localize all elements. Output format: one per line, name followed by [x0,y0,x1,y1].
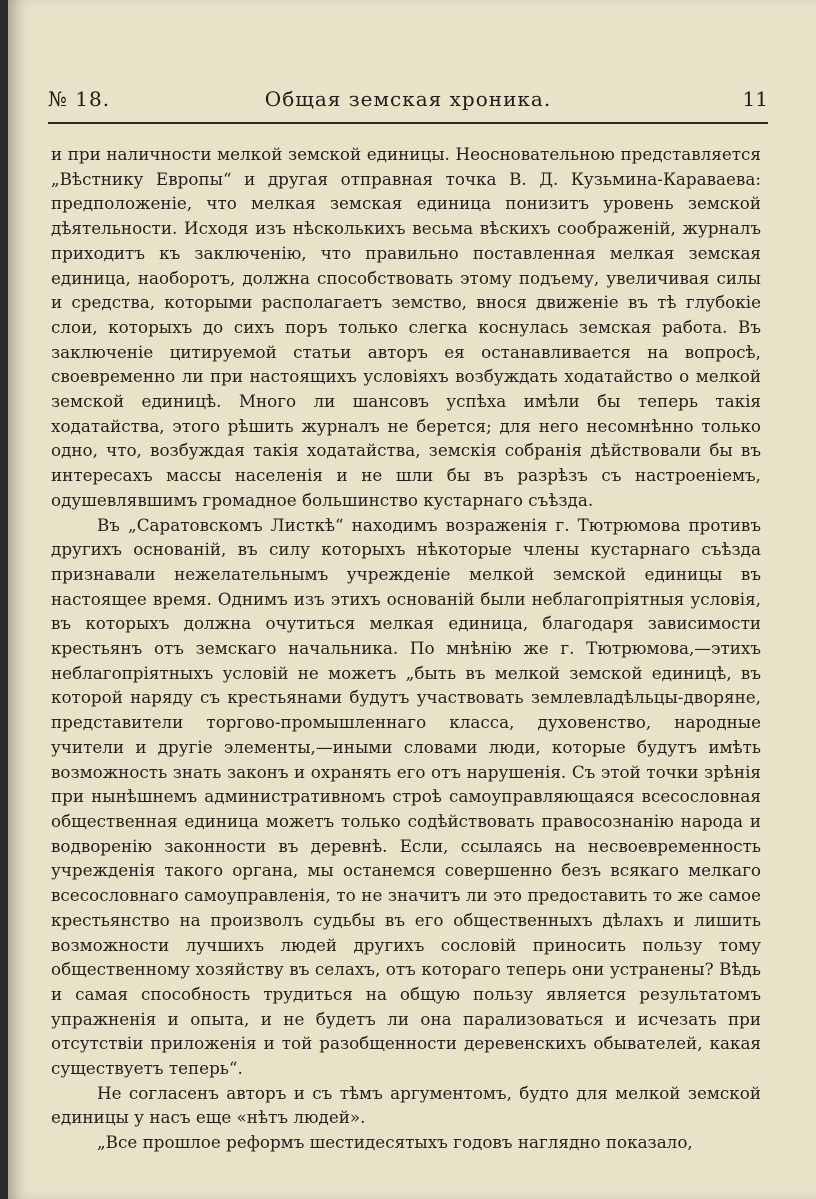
running-header [48,87,768,119]
book-page [8,0,816,1199]
issue-number: № 18. [48,87,111,111]
header-rule [48,122,768,124]
paragraph-2: Въ „Саратовскомъ Листкѣ“ находимъ возраженія г. Тютрюмова противъ другихъ основаній, въ силу которыхъ нѣкоторые члены кустарнаго съѣзда признавали нежелательнымъ учрежденіе мелкой земской единицы въ настоящее время. Однимъ изъ этихъ основаній были неблагопріятныя условія, въ которыхъ должна очутиться мелкая единица, благодаря зависимости крестьянъ отъ земскаго начальника. По мнѣнію же г. Тютрюмова,—этихъ неблагопріятныхъ условій не можетъ „быть въ мелкой земской единицѣ, въ которой наряду съ крестьянами будутъ участвовать землевладѣльцы-дворяне, представители торгово-промышленнаго класса, духовенство, народные учители и другіе элементы,—иными словами люди, которые будутъ имѣть возможность знать законъ и охранять его отъ нарушенія. Съ этой точки зрѣнія при нынѣшнемъ административномъ строѣ самоуправляющаяся всесословная общественная единица можетъ только содѣйствовать правосознанію народа и водворенію законности въ деревнѣ. Если, ссылаясь на несвоевременность учрежденія такого органа, мы останемся совершенно безъ всякаго мелкаго всесословнаго самоуправленія, то не значитъ ли это предоставить то же самое крестьянство на произволъ судьбы въ его общественныхъ дѣлахъ и лишить возможности лучшихъ людей другихъ сословій приносить пользу тому общественному хозяйству въ селахъ, отъ котораго теперь они устранены? Вѣдь и самая способность трудиться на общую пользу является результатомъ упражненія и опыта, и не будетъ ли она парализоваться и исчезать при отсутствіи приложенія и той разобщенности деревенскихъ обывателей, какая существуетъ теперь“. [51,514,761,1079]
page-number: 11 [742,87,768,111]
body-text [51,142,761,1155]
section-title: Общая земская хроника. [264,87,552,111]
paragraph-3: Не согласенъ авторъ и съ тѣмъ аргументомъ, будто для мелкой земской единицы у насъ еще «нѣтъ людей». [51,1082,761,1128]
paragraph-1: и при наличности мелкой земской единицы. Неосновательною представляется „Вѣстнику Европы“ и другая отправная точка В. Д. Кузьмина-Караваева: предположеніе, что мелкая земская единица понизитъ уровень земской дѣятельности. Исходя изъ нѣсколькихъ весьма вѣскихъ соображеній, журналъ приходитъ къ заключенію, что правильно поставленная мелкая земская единица, наоборотъ, должна способствовать этому подъему, увеличивая силы и средства, которыми располагаетъ земство, внося движеніе въ тѣ глубокіе слои, которыхъ до сихъ поръ только слегка коснулась земская работа. Въ заключеніе цитируемой статьи авторъ ея останавливается на вопросѣ, своевременно ли при настоящихъ условіяхъ возбуждать ходатайство о мелкой земской единицѣ. Много ли шансовъ успѣха имѣли бы теперь такія ходатайства, этого рѣшить журналъ не берется; для него несомнѣнно только одно, что, возбуждая такія ходатайства, земскія собранія дѣйствовали бы въ интересахъ массы населенія и не шли бы въ разрѣзъ съ настроеніемъ, одушевлявшимъ громадное большинство кустарнаго съѣзда. [51,144,761,510]
paragraph-4: „Все прошлое реформъ шестидесятыхъ годовъ наглядно показало, [97,1132,693,1153]
